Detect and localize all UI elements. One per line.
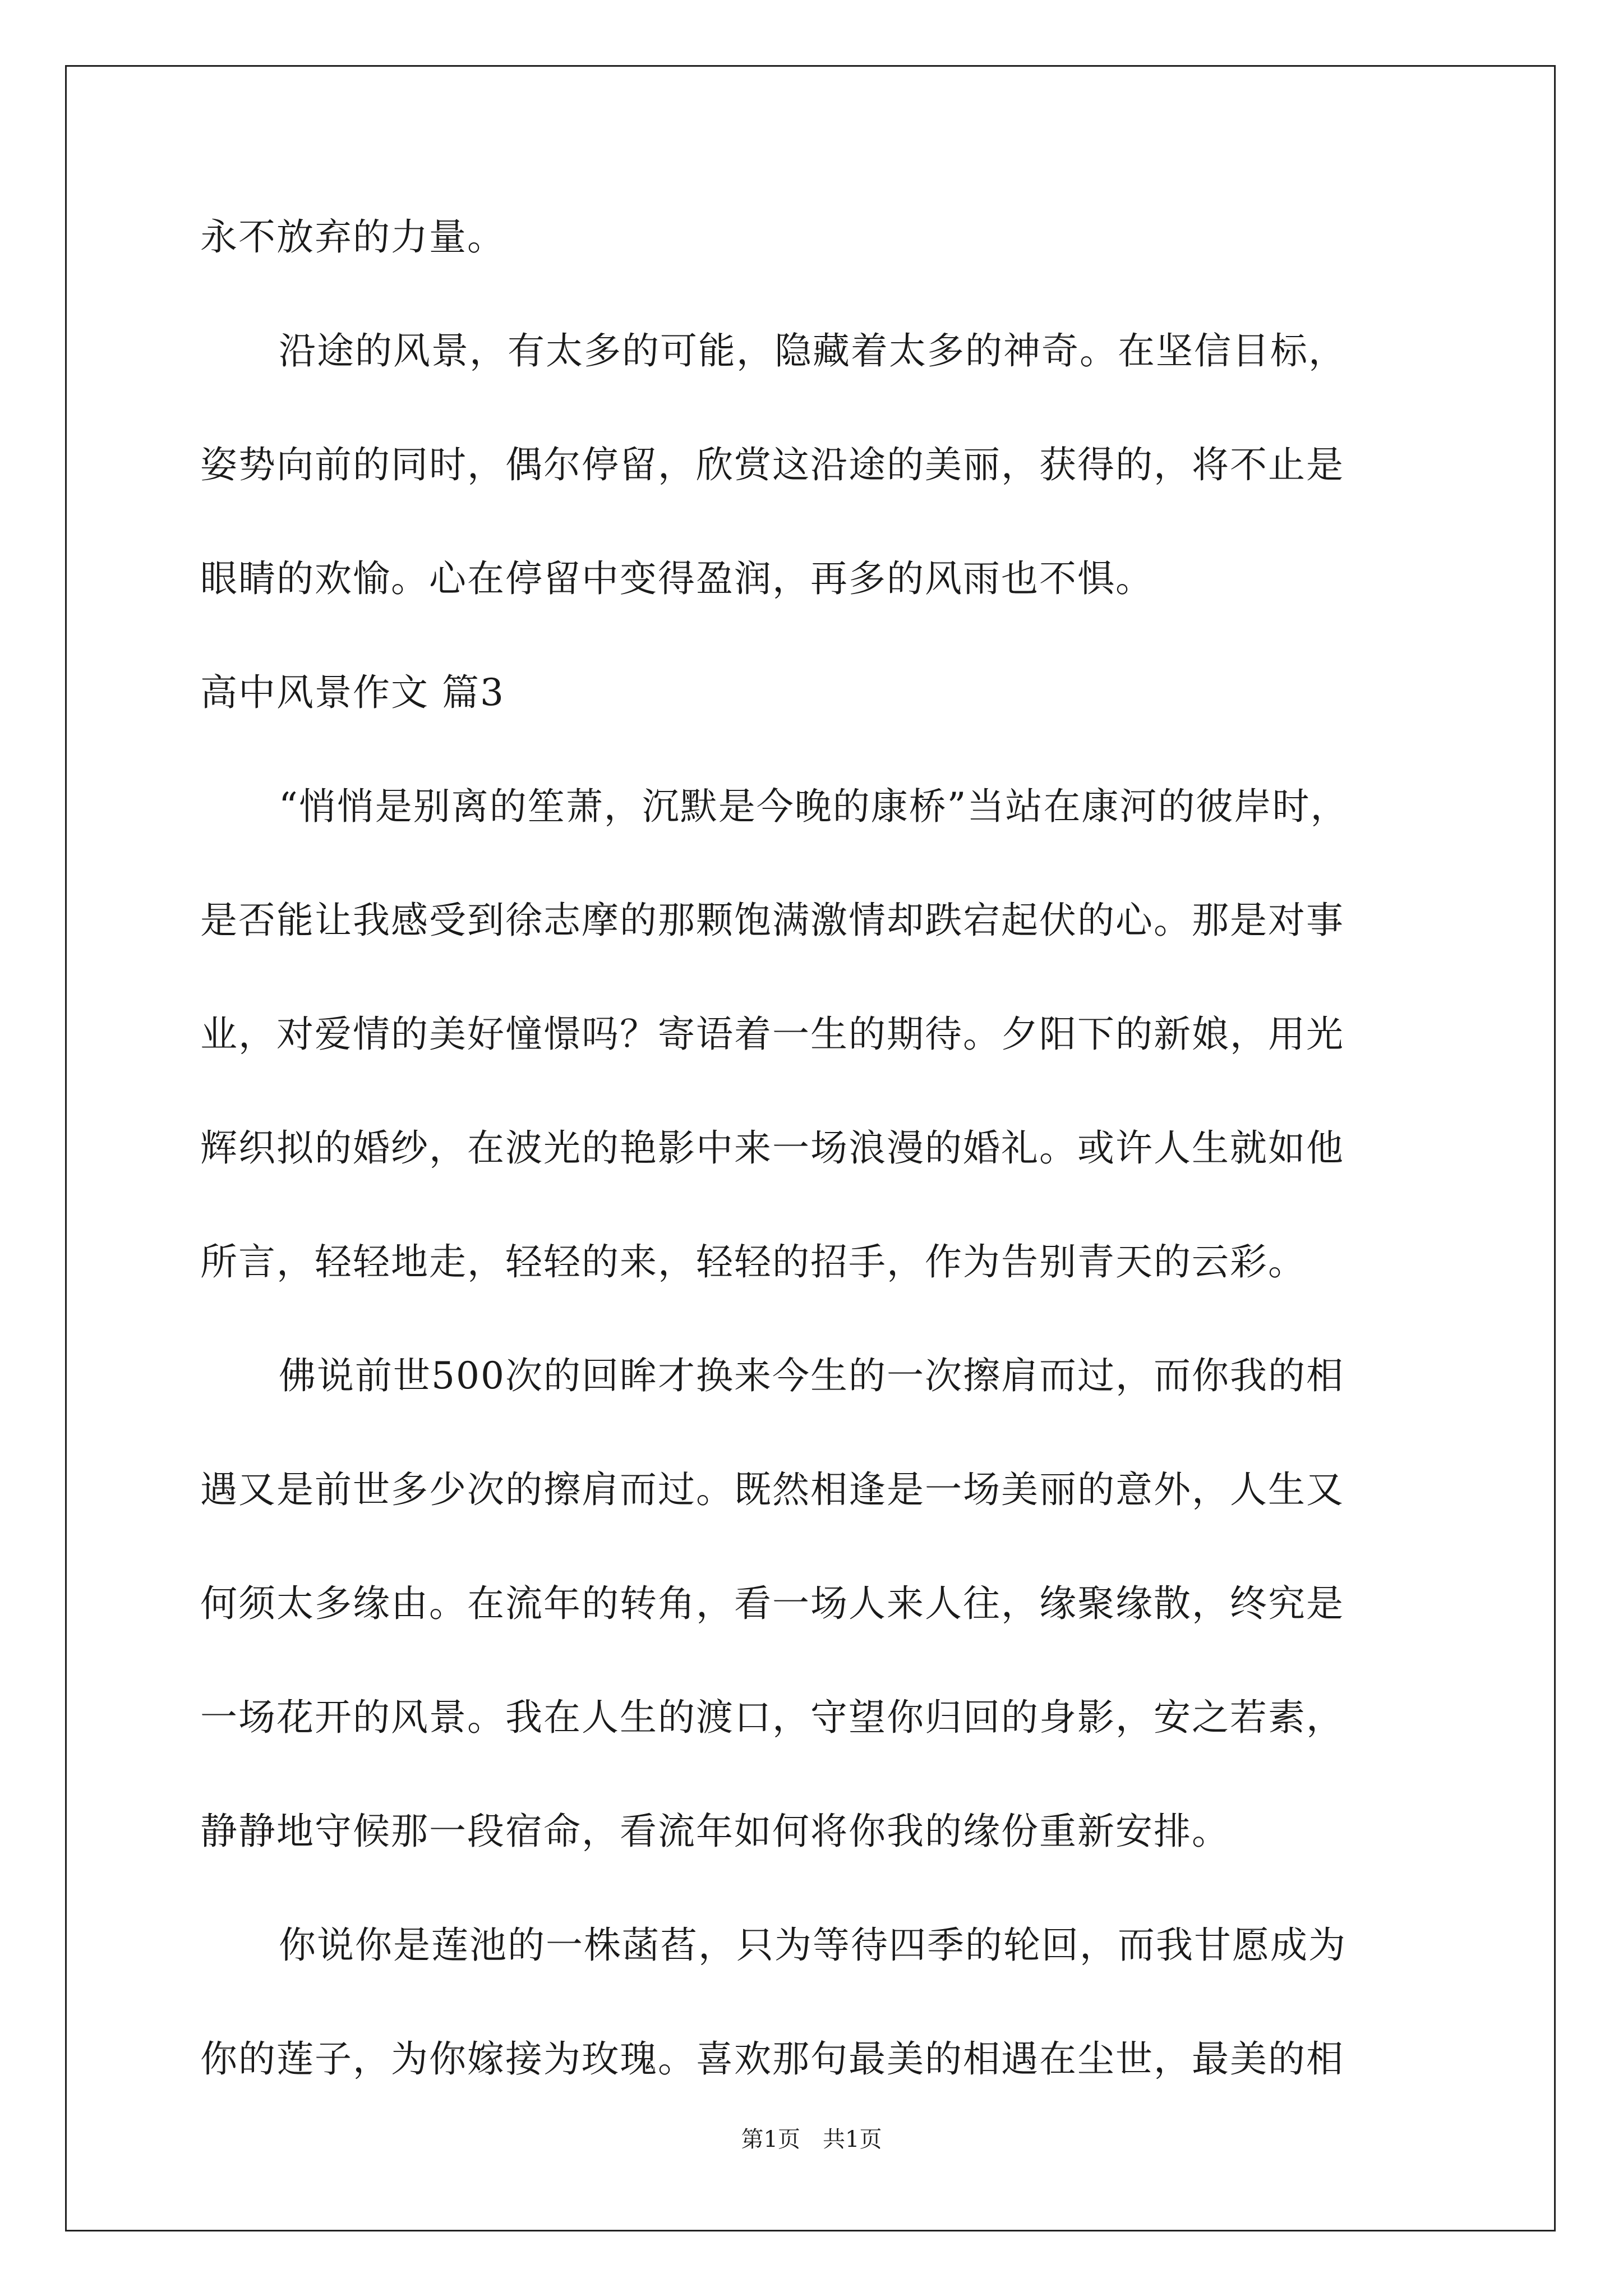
text-line: 你的莲子，为你嫁接为玫瑰。喜欢那句最美的相遇在尘世，最美的相 [200,2037,1344,2081]
paragraph-start-line: “悄悄是别离的笙萧，沉默是今晚的康桥”当站在康河的彼岸时， [279,785,1349,828]
text-line: 辉织拟的婚纱，在波光的艳影中来一场浪漫的婚礼。或许人生就如他 [200,1126,1344,1170]
page-number-footer: 第1页 共1页 [741,2127,882,2152]
text-line: 眼睛的欢愉。心在停留中变得盈润，再多的风雨也不惧。 [200,557,1154,600]
paragraph-start-line: 沿途的风景，有太多的可能，隐藏着太多的神奇。在坚信目标， [279,329,1347,372]
text-line: 静静地守候那一段宿命，看流年如何将你我的缘份重新安排。 [200,1810,1230,1853]
paragraph-start-line: 佛说前世500次的回眸才换来今生的一次擦肩而过，而你我的相 [279,1354,1344,1397]
text-line: 何须太多缘由。在流年的转角，看一场人来人往，缘聚缘散，终究是 [200,1582,1344,1625]
text-line: 遇又是前世多少次的擦肩而过。既然相逢是一场美丽的意外，人生又 [200,1468,1344,1511]
text-line: 业，对爱情的美好憧憬吗？寄语着一生的期待。夕阳下的新娘，用光 [200,1013,1344,1056]
text-line: 姿势向前的同时，偶尔停留，欣赏这沿途的美丽，获得的，将不止是 [200,443,1344,486]
document-body [200,215,1428,2154]
section-heading: 高中风景作文 篇3 [200,671,505,714]
text-line: 所言，轻轻地走，轻轻的来，轻轻的招手，作为告别青天的云彩。 [200,1240,1306,1283]
text-line: 一场花开的风景。我在人生的渡口，守望你归回的身影，安之若素， [200,1696,1344,1739]
text-line: 是否能让我感受到徐志摩的那颗饱满激情却跌宕起伏的心。那是对事 [200,899,1344,942]
paragraph-start-line: 你说你是莲池的一株菡萏，只为等待四季的轮回，而我甘愿成为 [279,1924,1347,1967]
text-line: 永不放弃的力量。 [200,215,505,259]
